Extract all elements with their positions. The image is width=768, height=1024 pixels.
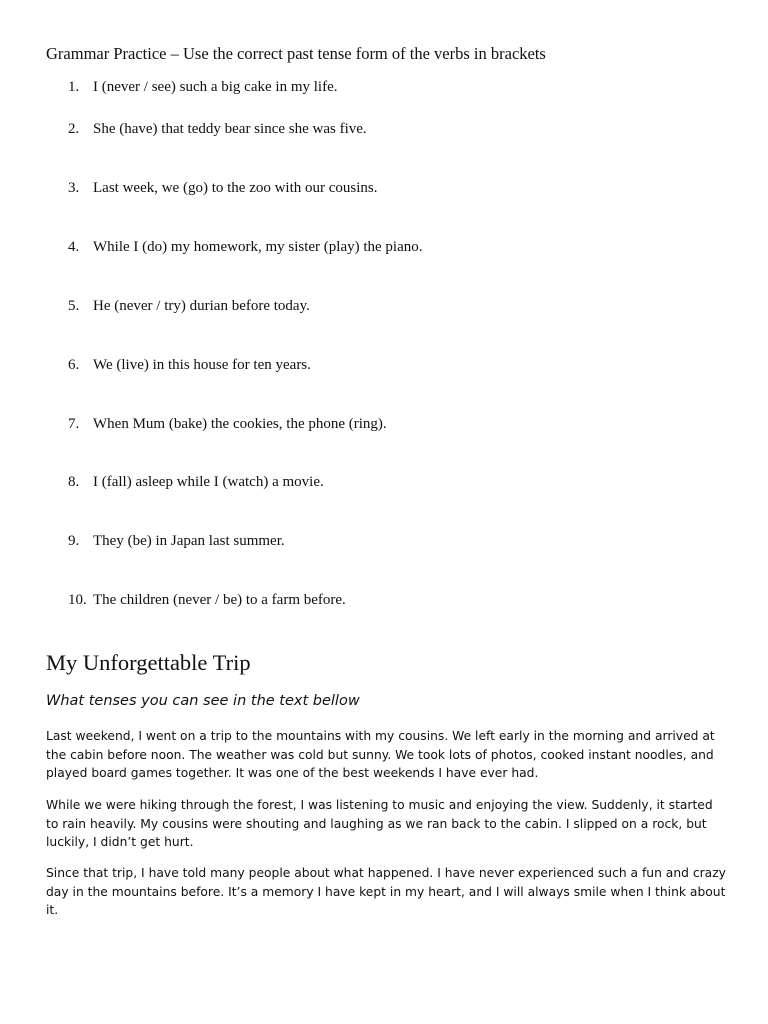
item-number: 2.	[68, 121, 80, 137]
item-text: When Mum (bake) the cookies, the phone (ring).	[93, 416, 387, 432]
list-item	[68, 357, 311, 374]
item-text: While I (do) my homework, my sister (play) the piano.	[93, 239, 423, 255]
item-number: 5.	[68, 298, 80, 314]
story-paragraph: Since that trip, I have told many people about what happened. I have never experienced such a fun and crazy day in the mountains before. It’s a memory I have kept in my heart, and I will always smile when I think about it.	[46, 866, 726, 918]
item-text: Last week, we (go) to the zoo with our cousins.	[93, 180, 378, 196]
item-number: 1.	[68, 79, 80, 95]
list-item	[68, 121, 367, 138]
item-text: We (live) in this house for ten years.	[93, 357, 311, 373]
list-item	[68, 474, 324, 491]
item-text: She (have) that teddy bear since she was five.	[93, 121, 367, 137]
item-number: 4.	[68, 239, 80, 255]
item-text: I (fall) asleep while I (watch) a movie.	[93, 474, 324, 490]
item-text: The children (never / be) to a farm before.	[93, 592, 346, 608]
list-item	[68, 180, 378, 197]
item-number: 6.	[68, 357, 80, 373]
item-text: They (be) in Japan last summer.	[93, 533, 285, 549]
story-title: My Unforgettable Trip	[46, 650, 251, 675]
item-number: 3.	[68, 180, 80, 196]
story-subtitle: What tenses you can see in the text bellow	[46, 693, 360, 709]
item-number: 10.	[68, 592, 87, 608]
exercise-heading: Grammar Practice – Use the correct past tense form of the verbs in brackets	[46, 44, 546, 63]
list-item	[68, 592, 346, 609]
story-paragraph: Last weekend, I went on a trip to the mountains with my cousins. We left early in the morning and arrived at the cabin before noon. The weather was cold but sunny. We took lots of photos, cooked instant noodles, and played board games together. It was one of the best weekends I have ever had.	[46, 729, 715, 781]
item-number: 7.	[68, 416, 80, 432]
list-item	[68, 298, 310, 315]
item-number: 9.	[68, 533, 80, 549]
list-item	[68, 239, 423, 256]
list-item	[68, 79, 337, 96]
item-text: He (never / try) durian before today.	[93, 298, 310, 314]
item-number: 8.	[68, 474, 80, 490]
item-text: I (never / see) such a big cake in my life.	[93, 79, 338, 95]
list-item	[68, 533, 285, 550]
story-paragraph: While we were hiking through the forest, I was listening to music and enjoying the view. Suddenly, it started to rain heavily. My cousins were shouting and laughing as we ran back to the cabin. I slipped on a rock, but luckily, I didn’t get hurt.	[46, 798, 713, 850]
list-item	[68, 416, 387, 433]
